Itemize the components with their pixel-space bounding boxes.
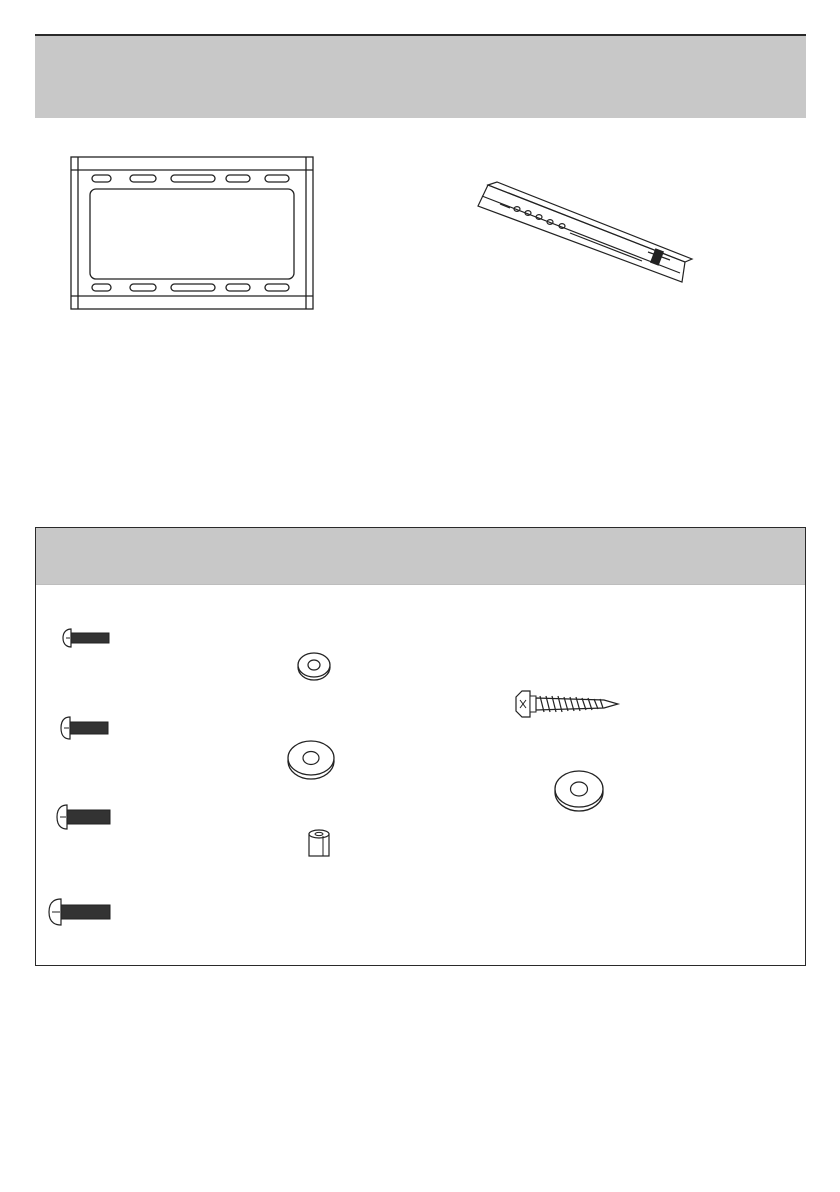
lag-bolt-washer-icon — [553, 768, 605, 812]
tv-bracket-arm-icon — [470, 182, 700, 292]
wall-plate-icon — [70, 156, 315, 312]
machine-screw-medium-icon — [59, 715, 111, 741]
components-header-band — [35, 34, 806, 118]
spacer-icon — [307, 829, 331, 859]
machine-screw-long-icon — [55, 803, 113, 831]
machine-screw-short-icon — [61, 627, 111, 649]
hardware-header-band — [36, 528, 805, 585]
lag-bolt-icon — [514, 689, 622, 719]
large-washer-icon — [286, 738, 336, 780]
machine-screw-xlong-icon — [47, 897, 113, 927]
hardware-panel — [35, 527, 806, 966]
small-washer-icon — [296, 651, 332, 681]
